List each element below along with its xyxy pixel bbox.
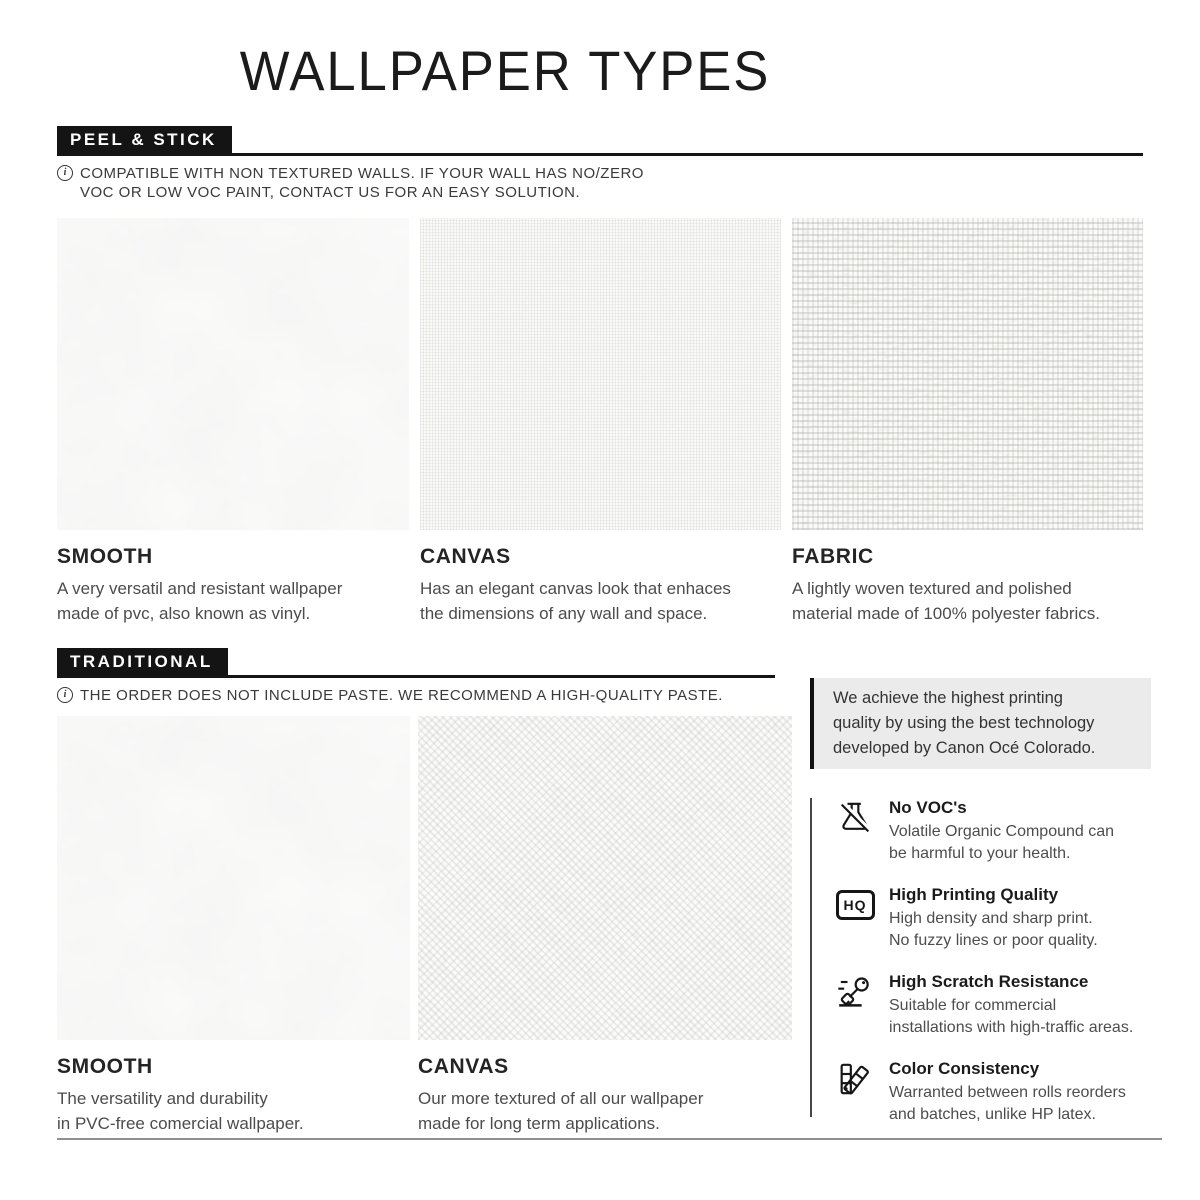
info-icon: i <box>57 165 73 181</box>
feature-title: Color Consistency <box>889 1059 1040 1078</box>
feature-text <box>889 798 1114 865</box>
desc-line: in PVC-free comercial wallpaper. <box>57 1114 304 1133</box>
desc-line: the dimensions of any wall and space. <box>420 604 708 623</box>
info-line: THE ORDER DOES NOT INCLUDE PASTE. WE RECOMMEND A HIGH-QUALITY PASTE. <box>80 687 723 704</box>
info-line: COMPATIBLE WITH NON TEXTURED WALLS. IF YOUR WALL HAS NO/ZERO <box>80 165 644 182</box>
fabric-noise-texture <box>792 218 1143 530</box>
type-description <box>420 576 781 626</box>
smooth-noise-texture <box>57 716 410 1040</box>
feature-text <box>889 885 1098 952</box>
feature-desc-line: installations with high-traffic areas. <box>889 1019 1134 1036</box>
type-description <box>792 576 1143 626</box>
page-title: WALLPAPER TYPES <box>239 39 771 102</box>
desc-line: Our more textured of all our wallpaper <box>418 1089 704 1108</box>
feature-high-printing-quality <box>834 885 1182 952</box>
high-quality-icon <box>834 885 876 952</box>
fabric-texture-swatch <box>792 218 1143 530</box>
desc-line: A very versatil and resistant wallpaper <box>57 579 343 598</box>
type-label: SMOOTH <box>57 545 153 568</box>
traditional-swatch-row <box>57 716 792 1136</box>
info-text <box>80 686 723 705</box>
feature-text <box>889 1059 1126 1126</box>
info-icon: i <box>57 687 73 703</box>
feature-desc-line: Suitable for commercial <box>889 997 1057 1014</box>
callout-text <box>814 678 1151 769</box>
peel-stick-swatch-row <box>57 218 1143 626</box>
feature-color-consistency <box>834 1059 1182 1126</box>
smooth-texture-swatch <box>57 218 409 530</box>
feature-list <box>810 798 1182 1123</box>
type-card-fabric <box>792 218 1143 626</box>
smooth-texture-swatch <box>57 716 410 1040</box>
color-consistency-icon <box>834 1059 876 1126</box>
printing-quality-callout <box>810 678 1151 769</box>
desc-line: The versatility and durability <box>57 1089 268 1108</box>
hq-letters: HQ <box>836 890 875 920</box>
type-card-canvas <box>418 716 792 1136</box>
traditional-badge: TRADITIONAL <box>57 648 228 675</box>
callout-line: quality by using the best technology <box>833 714 1095 732</box>
feature-scratch-resistance <box>834 972 1182 1039</box>
peel-stick-badge: PEEL & STICK <box>57 126 232 153</box>
desc-line: material made of 100% polyester fabrics. <box>792 604 1101 623</box>
canvas-texture-swatch <box>418 716 792 1040</box>
feature-desc-line: Warranted between rolls reorders <box>889 1084 1126 1101</box>
callout-line: We achieve the highest printing <box>833 689 1063 707</box>
info-text <box>80 164 644 202</box>
traditional-section-rule <box>57 648 775 678</box>
peel-stick-section-rule <box>57 126 1143 156</box>
feature-no-voc <box>834 798 1182 865</box>
type-label: CANVAS <box>418 1055 509 1078</box>
type-description <box>57 1086 410 1136</box>
peel-stick-info-note <box>57 164 644 202</box>
feature-desc-line: and batches, unlike HP latex. <box>889 1106 1096 1123</box>
desc-line: Has an elegant canvas look that enhaces <box>420 579 731 598</box>
type-card-smooth <box>57 716 410 1136</box>
stucco-noise-texture <box>418 716 792 1040</box>
bottom-divider <box>57 1138 1162 1140</box>
feature-title: High Scratch Resistance <box>889 972 1089 991</box>
type-label: CANVAS <box>420 545 511 568</box>
callout-line: developed by Canon Océ Colorado. <box>833 739 1096 757</box>
desc-line: A lightly woven textured and polished <box>792 579 1072 598</box>
feature-title: High Printing Quality <box>889 885 1059 904</box>
type-label: SMOOTH <box>57 1055 153 1078</box>
desc-line: made for long term applications. <box>418 1114 660 1133</box>
traditional-info-note <box>57 686 723 705</box>
type-description <box>418 1086 792 1136</box>
canvas-texture-swatch <box>420 218 781 530</box>
canvas-noise-texture <box>420 218 781 530</box>
desc-line: made of pvc, also known as vinyl. <box>57 604 311 623</box>
scratch-resistance-icon <box>834 972 876 1039</box>
type-card-smooth <box>57 218 409 626</box>
feature-desc-line: High density and sharp print. <box>889 910 1093 927</box>
feature-desc-line: No fuzzy lines or poor quality. <box>889 932 1098 949</box>
type-label: FABRIC <box>792 545 874 568</box>
feature-desc-line: be harmful to your health. <box>889 845 1071 862</box>
no-voc-icon <box>834 798 876 865</box>
info-line: VOC OR LOW VOC PAINT, CONTACT US FOR AN EASY SOLUTION. <box>80 184 581 201</box>
feature-desc-line: Volatile Organic Compound can <box>889 823 1115 840</box>
feature-text <box>889 972 1133 1039</box>
type-description <box>57 576 409 626</box>
smooth-noise-texture <box>57 218 409 530</box>
feature-title: No VOC's <box>889 798 967 817</box>
type-card-canvas <box>420 218 781 626</box>
